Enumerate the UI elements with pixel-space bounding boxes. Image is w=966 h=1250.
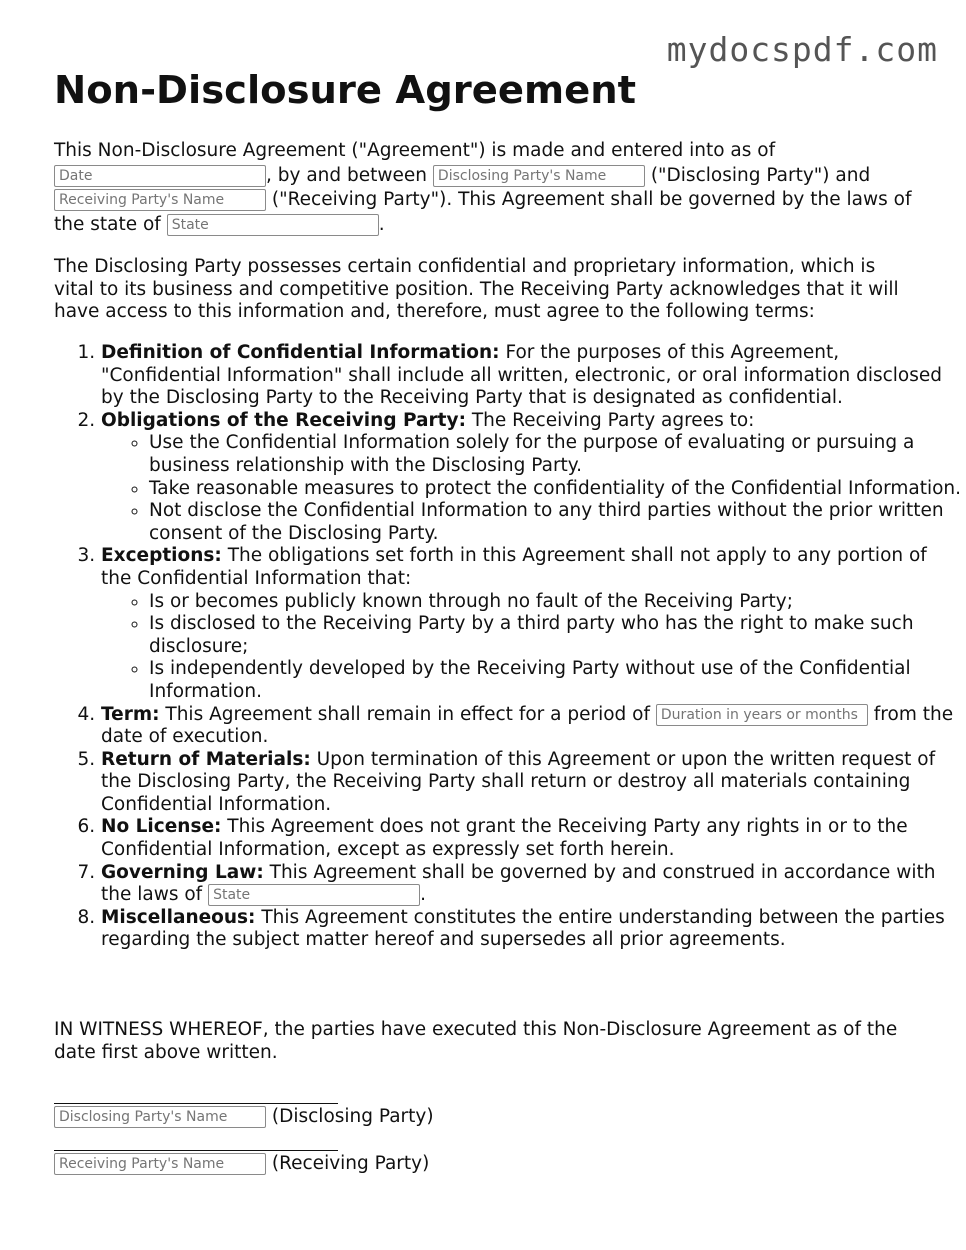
term-item bbox=[101, 704, 963, 749]
term-body: The Receiving Party agrees to: bbox=[471, 409, 755, 431]
preamble-paragraph: The Disclosing Party possesses certain confidential and proprietary information, which is vital to its business and competitive position. The Receiving Party acknowledges that it will have access to this information and, therefore, must agree to the following terms: bbox=[54, 256, 899, 323]
term-item bbox=[101, 816, 963, 861]
intro-text-4: ("Receiving Party"). This Agreement shall be governed by the laws of the state of bbox=[54, 189, 912, 235]
term-heading: No License: bbox=[101, 816, 222, 838]
signature-line bbox=[54, 1103, 338, 1104]
date-input[interactable] bbox=[54, 165, 266, 187]
intro-text-5: . bbox=[378, 213, 385, 235]
witness-paragraph: IN WITNESS WHEREOF, the parties have executed this Non-Disclosure Agreement as of the date first above written. bbox=[54, 1019, 898, 1063]
term-body-cont: from the date of execution. bbox=[101, 703, 954, 748]
signature-line bbox=[54, 1150, 338, 1151]
term-body: This Agreement does not grant the Receiving Party any rights in or to the Confidential Information, except as expressly set forth herein. bbox=[101, 816, 908, 861]
disclosing-party-label: (Disclosing Party) bbox=[271, 1106, 434, 1127]
sub-item: ◦ Not disclose the Confidential Information to any third parties without the prior written consent of the Disclosing Party. bbox=[149, 500, 963, 545]
term-item bbox=[101, 907, 963, 952]
disclosing-party-name-input[interactable] bbox=[433, 165, 645, 187]
term-item bbox=[101, 410, 963, 546]
term-heading: Governing Law: bbox=[101, 861, 264, 883]
state-input[interactable] bbox=[167, 214, 379, 236]
disclosing-signature-name-input[interactable] bbox=[54, 1106, 266, 1128]
receiving-party-label: (Receiving Party) bbox=[271, 1153, 430, 1174]
receiving-signature-name-input[interactable] bbox=[54, 1153, 266, 1175]
sub-item: ◦ Is independently developed by the Receiving Party without use of the Confidential Information. bbox=[149, 658, 963, 703]
term-body: This Agreement shall be governed by and construed in accordance with the laws of bbox=[101, 861, 936, 906]
sub-list bbox=[101, 432, 963, 545]
signature-block-disclosing bbox=[54, 1103, 916, 1128]
sub-item: ◦ Use the Confidential Information solely for the purpose of evaluating or pursuing a business relationship with the Disclosing Party. bbox=[149, 432, 963, 477]
term-item bbox=[101, 545, 963, 703]
sub-item: ◦ Is or becomes publicly known through no fault of the Receiving Party; bbox=[149, 591, 963, 614]
term-body: The obligations set forth in this Agreement shall not apply to any portion of the Confidential Information that: bbox=[101, 545, 927, 589]
term-body: This Agreement shall remain in effect for a period of bbox=[165, 703, 651, 725]
term-heading: Term: bbox=[101, 703, 160, 725]
term-heading: Miscellaneous: bbox=[101, 906, 256, 928]
watermark: mydocspdf.com bbox=[666, 30, 938, 69]
term-heading: Exceptions: bbox=[101, 545, 222, 567]
term-body: For the purposes of this Agreement, "Confidential Information" shall include all written, electronic, or oral information disclosed by the Disclosing Party to the Receiving Party that is designated as confidential. bbox=[101, 342, 943, 409]
terms-list bbox=[54, 342, 963, 952]
duration-input[interactable] bbox=[656, 704, 868, 726]
term-body: Upon termination of this Agreement or upon the written request of the Disclosing Party, the Receiving Party shall return or destroy all materials containing Confidential Information. bbox=[101, 748, 936, 815]
sub-item: ◦ Take reasonable measures to protect the confidentiality of the Confidential Information. bbox=[149, 478, 963, 501]
term-heading: Return of Materials: bbox=[101, 748, 311, 770]
sub-list bbox=[101, 591, 963, 704]
signature-block-receiving bbox=[54, 1150, 916, 1175]
page-title: Non-Disclosure Agreement bbox=[54, 68, 637, 113]
receiving-party-name-input[interactable] bbox=[54, 189, 266, 211]
term-body: This Agreement constitutes the entire understanding between the parties regarding the subject matter hereof and supersedes all prior agreements. bbox=[101, 906, 945, 951]
term-heading: Definition of Confidential Information: bbox=[101, 342, 500, 363]
term-heading: Obligations of the Receiving Party: bbox=[101, 409, 466, 431]
term-item bbox=[101, 342, 963, 410]
intro-text-1: This Non-Disclosure Agreement ("Agreement") is made and entered into as of bbox=[54, 140, 776, 161]
intro-paragraph bbox=[54, 139, 916, 237]
term-item bbox=[101, 862, 963, 907]
term-body-cont: . bbox=[420, 884, 426, 906]
intro-text-3: ("Disclosing Party") and bbox=[650, 164, 871, 186]
governing-state-input[interactable] bbox=[208, 884, 420, 906]
intro-text-2: , by and between bbox=[266, 164, 428, 186]
term-item bbox=[101, 749, 963, 817]
sub-item: ◦ Is disclosed to the Receiving Party by a third party who has the right to make such disclosure; bbox=[149, 613, 963, 658]
